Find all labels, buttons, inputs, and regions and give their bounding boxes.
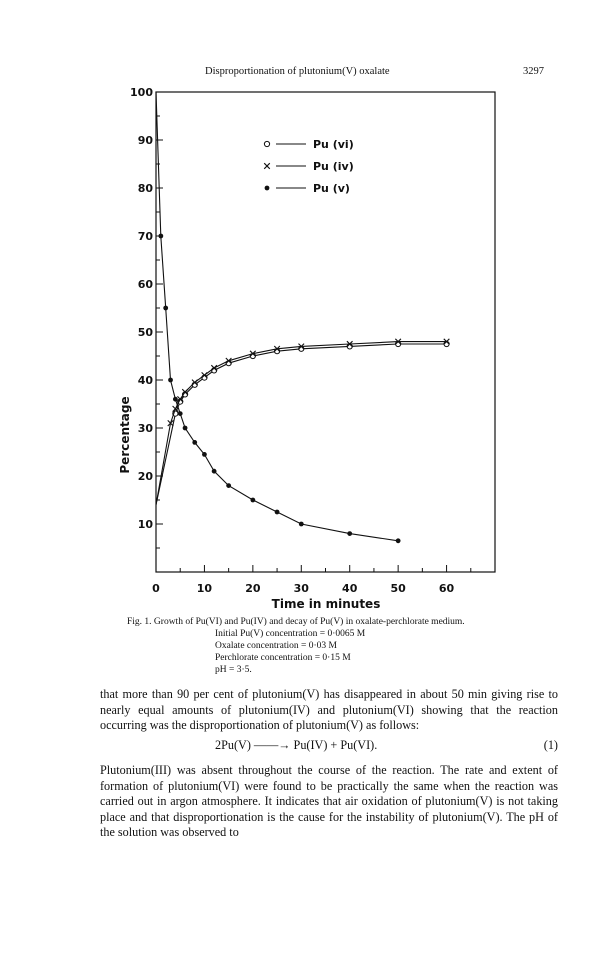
data-point [168,378,173,383]
data-point [226,483,231,488]
y-tick-label: 70 [137,230,153,243]
caption-line: Initial Pu(V) concentration = 0·0065 M [215,629,366,639]
legend-label: Pu (iv) [313,160,354,173]
legend [264,138,354,195]
running-title: Disproportionation of plutonium(V) oxalate [205,66,390,77]
data-point [250,498,255,503]
body-paragraph: Plutonium(III) was absent throughout the course of the reaction. The rate and extent of formation of plutonium(VI) were found to be practically the same when the reaction was carried out in argon atmosphere. It indicates that air oxidation of plutonium(V) is not taking place and that disproportionation is the cause for the instability of plutonium(V). The pH of the solution was observed to [100,763,558,839]
y-tick-label: 20 [137,470,153,483]
y-tick-label: 100 [130,86,153,99]
caption-line: Fig. 1. Growth of Pu(VI) and Pu(IV) and decay of Pu(V) in oxalate-perchlorate medium. [127,617,465,627]
figure-chart [0,80,615,615]
y-tick-label: 50 [137,326,153,339]
series-line [156,344,447,505]
data-point [163,306,168,311]
x-axis [152,565,471,595]
legend-label: Pu (v) [313,182,350,195]
data-point [192,440,197,445]
data-point [396,538,401,543]
legend-entry [265,182,350,195]
data-point [202,452,207,457]
y-tick-label: 90 [137,134,153,147]
legend-entry [264,138,353,151]
y-tick-label: 80 [137,182,153,195]
x-tick-label: 60 [438,582,455,595]
series-line [156,92,398,541]
equation-number: (1) [543,738,558,752]
data-point [299,522,304,527]
data-point [275,510,280,515]
series-layer [156,92,449,543]
x-tick-label: 10 [196,582,213,595]
data-point [265,186,270,191]
equation: 2Pu(V) ——→ Pu(IV) + Pu(VI). [215,738,378,752]
y-tick-label: 60 [137,278,153,291]
x-tick-label: 30 [293,582,309,595]
data-point [212,469,217,474]
page-number: 3297 [523,66,544,77]
legend-entry [264,160,354,173]
data-point [158,234,163,239]
y-tick-label: 40 [137,374,153,387]
y-tick-label: 30 [137,422,153,435]
figure-caption [127,616,567,676]
data-point [264,163,270,169]
x-tick-label: 50 [390,582,406,595]
x-tick-label: 0 [152,582,160,595]
data-point [264,141,269,146]
body-paragraph: that more than 90 per cent of plutonium(V) has disappeared in about 50 min giving rise to nearly equal amounts of plutonium(IV) and plutonium(VI) showing that the reaction occurring was the disproportionation of plutonium(V) as follows: [100,687,558,732]
caption-line: Oxalate concentration = 0·03 M [215,641,337,651]
data-point [173,397,178,402]
x-tick-label: 20 [245,582,261,595]
data-point [347,531,352,536]
y-tick-label: 10 [137,518,153,531]
series-line [156,342,447,505]
caption-line: Perchlorate concentration = 0·15 M [215,653,351,663]
x-tick-label: 40 [342,582,358,595]
data-point [178,411,183,416]
x-axis-title: Time in minutes [271,597,381,611]
caption-line: pH = 3·5. [215,665,252,675]
data-point [183,426,188,431]
y-axis-title: Percentage [118,396,132,474]
legend-label: Pu (vi) [313,138,354,151]
